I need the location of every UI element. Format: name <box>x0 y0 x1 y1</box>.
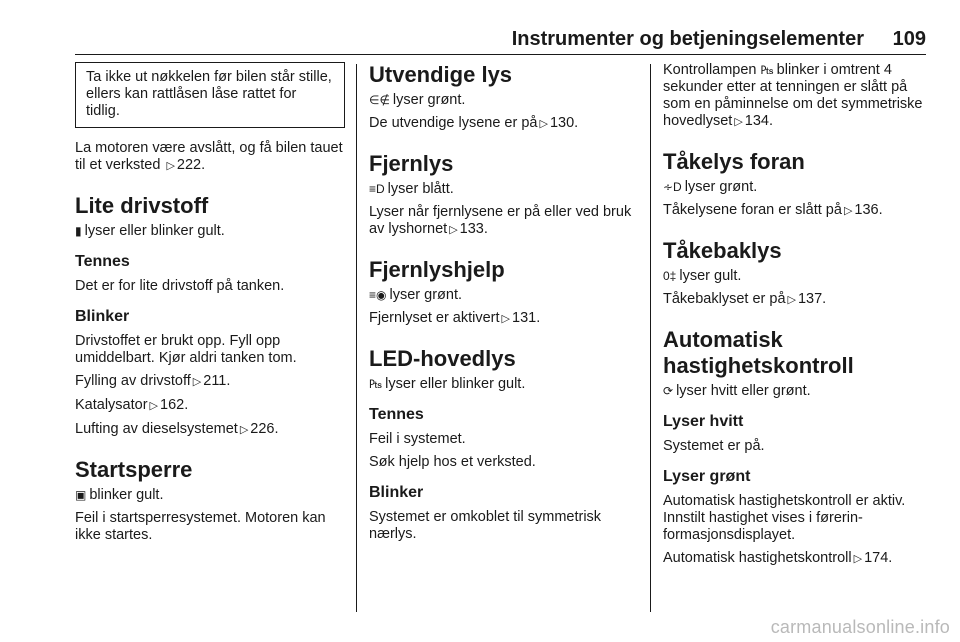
fuel-pump-icon: ▮ <box>75 224 82 238</box>
front-fog-light-icon: ∻D <box>663 180 682 194</box>
page-reference-arrow-icon: ▷ <box>166 160 175 172</box>
status-line: ∻D lyser grønt. <box>663 179 758 195</box>
section-heading-led-hovedlys: LED-hovedlys <box>369 346 516 371</box>
status-line: ≡◉ lyser grønt. <box>369 287 462 303</box>
page-reference-arrow-icon: ▷ <box>539 118 548 130</box>
page-reference-arrow-icon: ▷ <box>192 376 202 388</box>
status-line: ∈∉ lyser grønt. <box>369 92 466 108</box>
page-reference-arrow-icon: ▷ <box>239 424 249 436</box>
paragraph: Kontrollampen ₧ blinker i omtrent 4 sekunder etter at tenningen er slått på som en påminnelse om det symmetriske hovedlyset ▷ 134. <box>663 62 923 129</box>
column-divider <box>356 64 357 612</box>
paragraph: Søk hjelp hos et verksted. <box>369 454 536 470</box>
reference-line: Lyser når fjernlysene er på eller ved bruk av lyshornet ▷ 133. <box>369 204 632 237</box>
reference-line: Katalysator ▷ 162. <box>75 397 189 413</box>
reference-line: Lufting av dieselsystemet ▷ 226. <box>75 421 279 437</box>
high-beam-icon: ≡D <box>369 182 385 196</box>
car-lock-icon: ▣ <box>75 488 87 502</box>
exterior-lights-icon: ∈∉ <box>369 93 390 107</box>
page-reference-arrow-icon: ▷ <box>734 116 743 128</box>
page-reference: 222. <box>176 157 206 173</box>
section-heading-fjernlyshjelp: Fjernlyshjelp <box>369 257 505 282</box>
high-beam-assist-icon: ≡◉ <box>369 288 387 302</box>
page-reference-arrow-icon: ▷ <box>843 205 853 217</box>
led-headlight-icon: ₧ <box>369 377 383 391</box>
page-reference-arrow-icon: ▷ <box>853 553 863 565</box>
subheading-tennes: Tennes <box>369 406 424 423</box>
subheading-lyser-gront: Lyser grønt <box>663 468 751 485</box>
chapter-title: Instrumenter og betjeningselementer <box>511 28 864 50</box>
subheading-lyser-hvitt: Lyser hvitt <box>663 413 744 430</box>
paragraph <box>75 140 345 175</box>
paragraph: Automatisk hastighetskontroll er aktiv. Innstilt hastighet vises i førerin- formasjonsdisplayet. <box>663 493 906 543</box>
column-middle <box>369 62 637 549</box>
section-heading-lite-drivstoff: Lite drivstoff <box>75 193 209 218</box>
subheading-tennes: Tennes <box>75 253 130 270</box>
paragraph-text: La motoren være avslått, og få bilen tauet til et verksted <box>75 140 343 173</box>
reference-line: Tåkelysene foran er slått på ▷ 136. <box>663 202 883 218</box>
paragraph: Det er for lite drivstoff på tanken. <box>75 278 285 294</box>
led-headlight-icon: ₧ <box>760 63 774 77</box>
paragraph: Feil i startsperresystemet. Motoren kan ikke startes. <box>75 510 326 543</box>
section-heading-startsperre: Startsperre <box>75 457 193 482</box>
header-rule <box>75 54 926 55</box>
status-line: 0‡ lyser gult. <box>663 268 742 284</box>
page-reference-arrow-icon: ▷ <box>787 294 796 306</box>
paragraph: Drivstoffet er brukt opp. Fyll opp umiddelbart. Kjør aldri tanken tom. <box>75 333 297 366</box>
reference-line: Tåkebaklyset er på ▷ 137. <box>663 291 827 307</box>
rear-fog-light-icon: 0‡ <box>663 269 677 283</box>
paragraph: Systemet er på. <box>663 438 765 454</box>
cruise-control-icon: ⟳ <box>663 384 674 398</box>
page-reference-arrow-icon: ▷ <box>501 313 511 325</box>
subheading-blinker: Blinker <box>75 308 130 325</box>
reference-line: De utvendige lysene er på ▷ 130. <box>369 115 579 131</box>
column-right <box>663 62 931 574</box>
column-divider <box>650 64 651 612</box>
page-number: 109 <box>892 28 926 50</box>
page-header <box>75 28 926 56</box>
paragraph: Feil i systemet. <box>369 431 466 447</box>
warning-note: Ta ikke ut nøkkelen før bilen står stille, ellers kan rattlåsen låse rattet for tidlig. <box>75 62 345 128</box>
paragraph: Systemet er omkoblet til symmetrisk nærlys. <box>369 509 602 542</box>
section-heading-automatisk-hastighetskontroll: Automatisk hastighetskontroll <box>663 327 854 378</box>
section-heading-taakebaklys: Tåkebaklys <box>663 238 782 263</box>
section-heading-fjernlys: Fjernlys <box>369 151 454 176</box>
reference-line: Fylling av drivstoff ▷ 211. <box>75 373 231 389</box>
column-left <box>75 62 345 550</box>
page-reference-arrow-icon: ▷ <box>449 224 458 236</box>
status-line: ⟳ lyser hvitt eller grønt. <box>663 383 811 399</box>
section-heading-utvendige-lys: Utvendige lys <box>369 62 513 87</box>
page-reference-arrow-icon: ▷ <box>149 400 159 412</box>
status-line: ₧ lyser eller blinker gult. <box>369 376 526 392</box>
reference-line: Automatisk hastighetskontroll ▷ 174. <box>663 550 893 566</box>
status-line: ▣ blinker gult. <box>75 487 164 503</box>
reference-line: Fjernlyset er aktivert ▷ 131. <box>369 310 541 326</box>
status-line: ≡D lyser blått. <box>369 181 454 197</box>
section-heading-taakelys-foran: Tåkelys foran <box>663 149 805 174</box>
watermark: carmanualsonline.info <box>770 617 950 637</box>
subheading-blinker: Blinker <box>369 484 424 501</box>
status-line: ▮ lyser eller blinker gult. <box>75 223 225 239</box>
